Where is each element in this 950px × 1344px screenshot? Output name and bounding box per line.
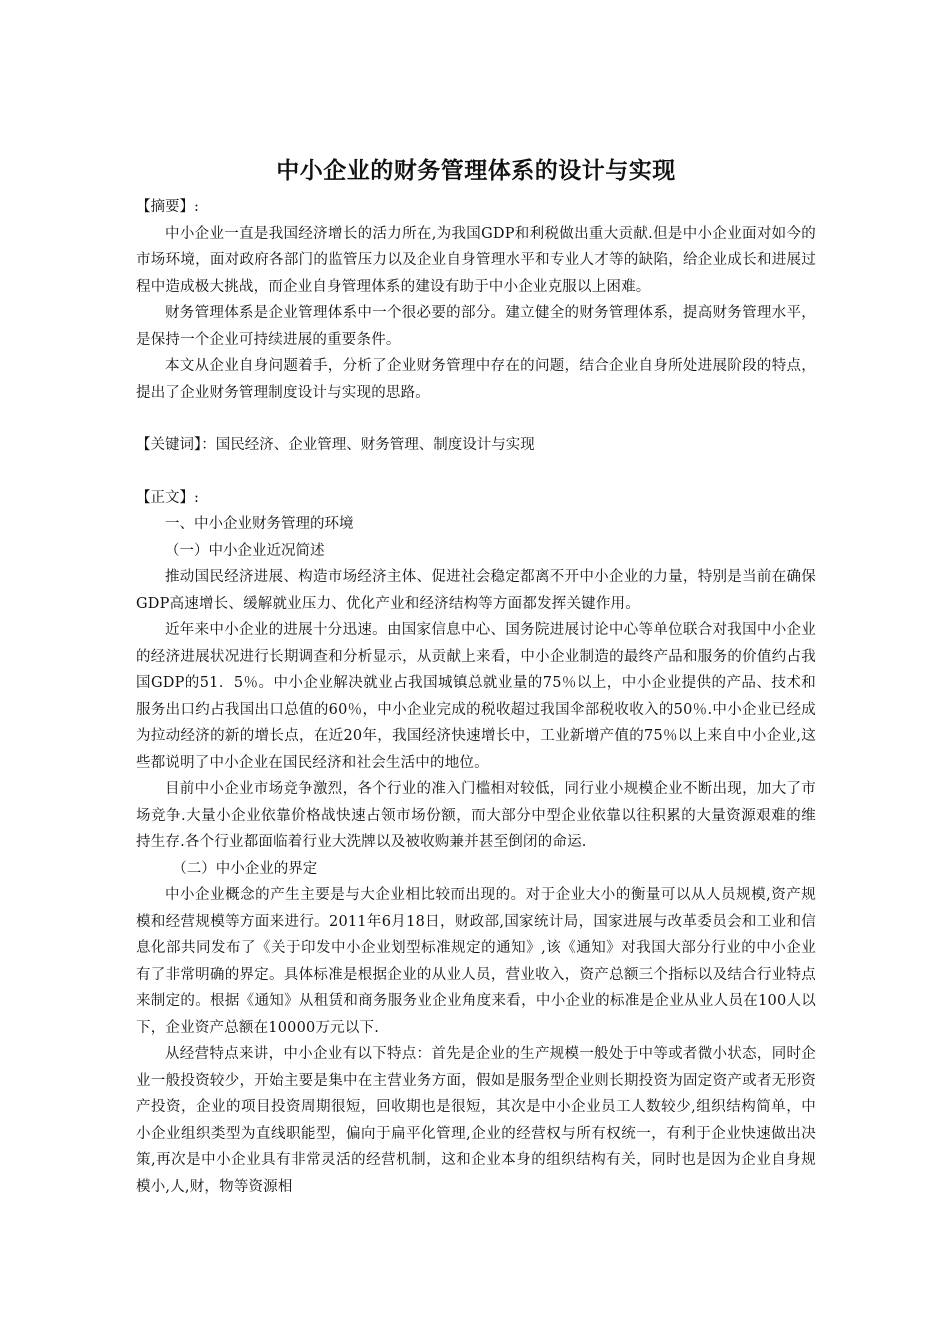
keywords-line (136, 432, 816, 459)
blank-line (136, 459, 816, 485)
blank-line (136, 406, 816, 432)
section-heading: 一、中小企业财务管理的环境 (165, 516, 354, 532)
body-paragraph: 推动国民经济进展、构造市场经济主体、促进社会稳定都离不开中小企业的力量，特别是当前在确保GDP高速增长、缓解就业压力、优化产业和经济结构等方面都发挥关键作用。 (136, 569, 816, 612)
document-title: 中小企业的财务管理体系的设计与实现 (276, 158, 676, 184)
abstract-paragraph: 财务管理体系是企业管理体系中一个很必要的部分。建立健全的财务管理体系，提高财务管理水平，是保持一个企业可持续进展的重要条件。 (136, 305, 816, 348)
subsection-heading: （二）中小企业的界定 (172, 860, 318, 877)
body-paragraph: 近年来中小企业的进展十分迅速。由国家信息中心、国务院进展讨论中心等单位联合对我国中小企业的经济进展状况进行长期调查和分析显示，从贡献上来看，中小企业制造的最终产品和服务的价值约占我国GDP的51．5％。中小企业解决就业占我国城镇总就业量的75％以上，中小企业提供的产品、技术和服务出口约占我国出口总值的60％，中小企业完成的税收超过我国伞部税收收入的50％.中小企业已经成为拉动经济的新的增长点，在近20年，我国经济快速增长中，工业新增产值的75％以上来自中小企业,这些都说明了中小企业在国民经济和社会生活中的地位。 (136, 622, 816, 771)
subsection-heading: （一）中小企业近况简述 (165, 542, 325, 559)
body-label: 【正文】: (136, 489, 199, 506)
body-paragraph: 中小企业概念的产生主要是与大企业相比较而出现的。对于企业大小的衡量可以从人员规模,资产规模和经营规模等方面来进行。2011年6月18日，财政部,国家统计局，国家进展与改革委员会和工业和信息化部共同发布了《关于印发中小企业划型标准规定的通知》,该《通知》对我国大部分行业的中小企业有了非常明确的界定。具体标准是根据企业的从业人员，营业收入，资产总额三个指标以及结合行业特点来制定的。根据《通知》从租赁和商务服务业企业角度来看，中小企业的标准是企业从业人员在100人以下，企业资产总额在10000万元以下. (136, 887, 816, 1036)
keywords-label: 【关键词】： (136, 437, 216, 453)
keywords-text: 国民经济、企业管理、财务管理、制度设计与实现 (215, 437, 535, 453)
abstract-paragraph: 本文从企业自身问题着手，分析了企业财务管理中存在的问题，结合企业自身所处进展阶段的特点，提出了企业财务管理制度设计与实现的思路。 (136, 358, 816, 401)
body-paragraph: 从经营特点来讲，中小企业有以下特点：首先是企业的生产规模一般处于中等或者微小状态，同时企业一般投资较少，开始主要是集中在主营业务方面，假如是服务型企业则长期投资为固定资产或者无形资产投资，企业的项目投资周期很短，回收期也是很短，其次是中小企业员工人数较少,组织结构简单，中小企业组织类型为直线职能型，偏向于扁平化管理,企业的经营权与所有权统一，有利于企业快速做出决策,再次是中小企业具有非常灵活的经营机制，这和企业本身的组织结构有关，同时也是因为企业自身规模小,人,财，物等资源相 (136, 1046, 816, 1195)
abstract-paragraph: 中小企业一直是我国经济增长的活力所在,为我国GDP和利税做出重大贡献.但是中小企业面对如今的市场环境，面对政府各部门的监管压力以及企业自身管理水平和专业人才等的缺陷，给企业成长和进展过程中造成极大挑战，而企业自身管理体系的建设有助于中小企业克服以上困难。 (136, 225, 816, 295)
body-paragraph: 目前中小企业市场竞争激烈，各个行业的准入门槛相对较低，同行业小规模企业不断出现，加大了市场竞争.大量小企业依靠价格战快速占领市场份额，而大部分中型企业依靠以往积累的大量资源艰难的维持生存.各个行业都面临着行业大洗牌以及被收购兼并甚至倒闭的命运. (136, 781, 816, 850)
document-page (136, 150, 816, 1200)
abstract-label: 【摘要】: (136, 199, 199, 215)
